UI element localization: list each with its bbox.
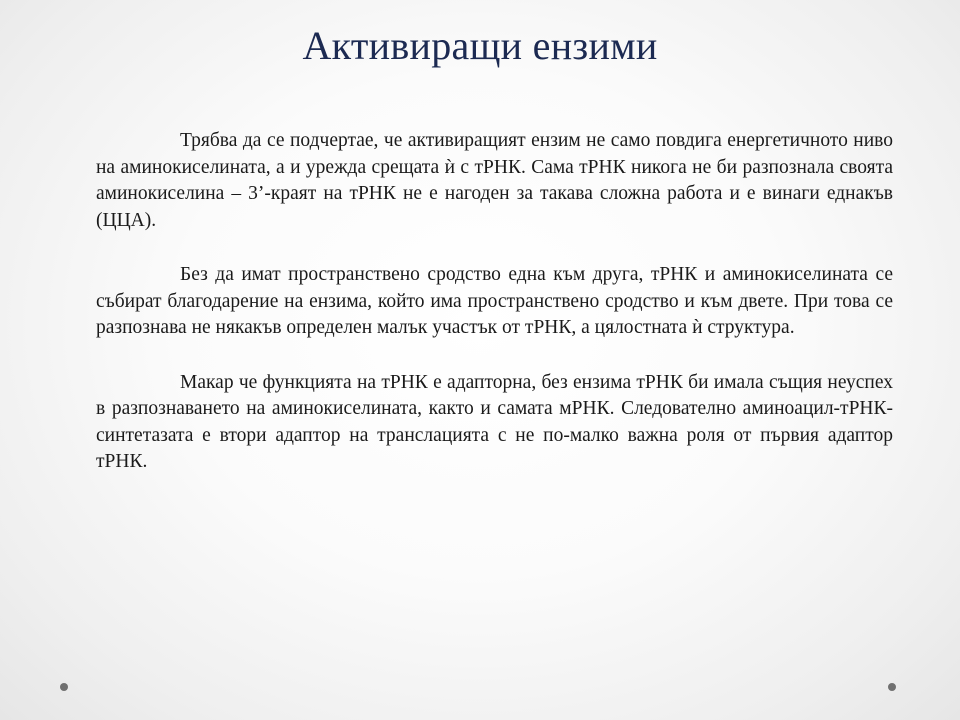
paragraph-3: Макар че функцията на тРНК е адапторна, без ензима тРНК би имала същия неуспех в разпознаването на аминокиселината, както и самата мРНК. Следователно аминоацил-тРНК-синтетазата е втори адаптор на транслацията с не по-малко важна роля от първия адаптор тРНК. (96, 371, 893, 472)
decorative-dot-right (888, 683, 896, 691)
paragraph-1: Трябва да се подчертае, че активиращият ензим не само повдига енергетичното ниво на аминокиселината, а и урежда срещата ѝ с тРНК. Сама тРНК никога не би разпознала своята аминокиселина – 3’-краят на тРНК не е нагоден за такава сложна работа и е винаги еднакъв (ЦЦА). (96, 130, 893, 231)
slide-body (96, 128, 893, 504)
paragraph-2: Без да имат пространствено сродство една към друга, тРНК и аминокиселината се събират благодарение на ензима, който има пространствено сродство и към двете. При това се разпознава не някакъв определен малък участък от тРНК, а цялостната ѝ структура. (96, 264, 893, 338)
decorative-dot-left (60, 683, 68, 691)
slide-title: Активиращи ензими (302, 23, 658, 68)
